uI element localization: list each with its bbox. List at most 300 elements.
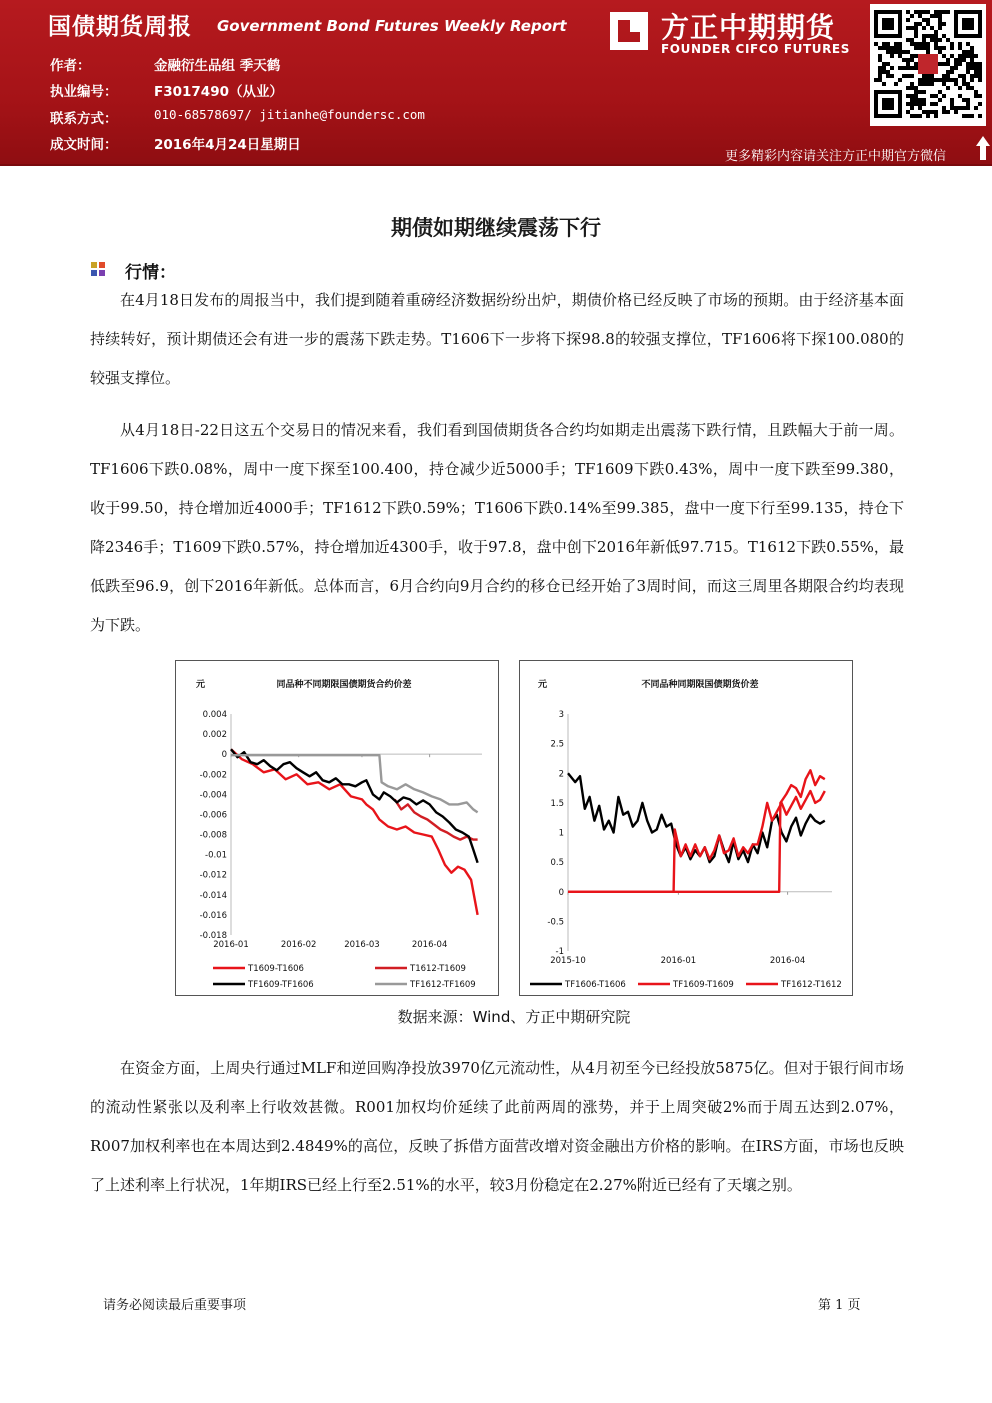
qr-module [926, 78, 930, 82]
report-title-en: Government Bond Futures Weekly Report [217, 17, 567, 35]
qr-module [882, 62, 886, 66]
qr-module [958, 74, 962, 78]
series-line [231, 749, 478, 863]
y-axis-unit: 元 [196, 680, 206, 690]
qr-module [882, 42, 886, 46]
footer-disclaimer: 请务必阅读最后重要事项 [103, 1298, 247, 1313]
y-tick-label: 2.5 [550, 739, 564, 750]
qr-module [942, 110, 946, 114]
qr-module [898, 42, 902, 46]
section-label: 行情： [125, 263, 176, 283]
qr-module [878, 70, 882, 74]
qr-module [978, 102, 982, 106]
qr-module [918, 42, 922, 46]
y-tick-label: 0 [558, 887, 564, 898]
qr-module [922, 102, 926, 106]
qr-module [946, 78, 950, 82]
qr-module [878, 54, 882, 58]
qr-module [934, 46, 938, 50]
qr-module [922, 110, 926, 114]
qr-module [946, 110, 950, 114]
qr-module [938, 14, 942, 18]
qr-module [918, 78, 922, 82]
qr-module [906, 102, 910, 106]
chart-title: 不同品种同期限国债期货价差 [641, 680, 759, 690]
qr-module [910, 26, 914, 30]
qr-module [934, 38, 938, 42]
page-number: 第 1 页 [818, 1298, 861, 1313]
qr-module [906, 110, 910, 114]
y-tick-label: -0.004 [199, 790, 227, 801]
qr-module [902, 66, 906, 70]
qr-module [962, 106, 966, 110]
qr-module [938, 98, 942, 102]
qr-module [926, 50, 930, 54]
qr-module [926, 10, 930, 14]
qr-module [918, 54, 938, 74]
qr-module [950, 70, 954, 74]
qr-module [938, 90, 942, 94]
paragraph: 在4月18日发布的周报当中，我们提到随着重磅经济数据纷纷出炉，期债价格已经反映了市场的预期。由于经济基本面持续转好，预计期债还会有进一步的震荡下跌走势。T1606下一步将下探98.8的较强支撑位，TF1606将下探100.080的较强支撑位。 [90, 291, 904, 387]
qr-module [934, 78, 938, 82]
meta-label: 作者： [50, 58, 91, 74]
legend-label: T1609-T1606 [248, 964, 304, 974]
figures [175, 660, 853, 996]
qr-module [966, 62, 970, 66]
qr-module [962, 54, 966, 58]
qr-module [934, 14, 938, 18]
qr-module [954, 82, 958, 86]
qr-module [886, 50, 890, 54]
qr-module [906, 58, 910, 62]
qr-module [918, 90, 922, 94]
qr-module [950, 78, 954, 82]
y-tick-label: 0 [221, 750, 227, 761]
article-title: 期债如期继续震荡下行 [391, 216, 601, 240]
qr-module [930, 14, 934, 18]
x-tick-label: 2016-03 [344, 940, 380, 950]
qr-module [922, 26, 926, 30]
y-tick-label: -0.014 [199, 890, 227, 901]
qr-module [942, 82, 946, 86]
qr-module [922, 82, 926, 86]
logo-text-cn: 方正中期期货 [661, 11, 836, 44]
qr-module [914, 90, 918, 94]
qr-module [914, 30, 918, 34]
qr-module [962, 58, 966, 62]
qr-module [902, 50, 906, 54]
qr-module [926, 74, 930, 78]
legend-label: TF1612-TF1609 [410, 980, 476, 990]
qr-module [966, 102, 970, 106]
qr-module [886, 62, 890, 66]
qr-module [974, 106, 978, 110]
qr-module [954, 106, 958, 110]
qr-module [958, 106, 962, 110]
qr-module [922, 10, 926, 14]
follow-wechat-text: 更多精彩内容请关注方正中期官方微信 [725, 149, 947, 164]
qr-module [930, 26, 934, 30]
qr-module [934, 102, 938, 106]
qr-module [930, 82, 934, 86]
qr-module [950, 46, 954, 50]
y-tick-label: 0.5 [550, 858, 564, 869]
qr-module [942, 54, 946, 58]
qr-module [910, 94, 914, 98]
qr-module [926, 46, 930, 50]
qr-module [954, 66, 958, 70]
qr-module [922, 90, 926, 94]
y-tick-label: -0.006 [199, 810, 227, 821]
qr-module [946, 70, 950, 74]
x-tick-label: 2016-04 [411, 940, 448, 950]
logo-text-en: FOUNDER CIFCO FUTURES [661, 42, 850, 56]
qr-module [946, 62, 950, 66]
qr-module [910, 38, 914, 42]
qr-module [906, 18, 910, 22]
qr-module [934, 110, 938, 114]
qr-module [894, 82, 898, 86]
qr-module [942, 22, 946, 26]
qr-module [910, 82, 914, 86]
qr-module [938, 46, 942, 50]
qr-module [966, 42, 970, 46]
qr-module [970, 46, 974, 50]
qr-module [930, 94, 934, 98]
meta-label: 联系方式： [50, 111, 118, 127]
qr-module [970, 54, 974, 58]
qr-module [898, 78, 902, 82]
y-tick-label: -0.018 [199, 931, 227, 941]
qr-module [966, 106, 970, 110]
qr-module [930, 34, 934, 38]
qr-module [934, 42, 938, 46]
qr-module [914, 102, 918, 106]
qr-module [886, 42, 890, 46]
y-tick-label: -0.008 [199, 830, 227, 841]
qr-module [946, 38, 950, 42]
qr-module [894, 50, 898, 54]
qr-module [914, 86, 918, 90]
qr-module [966, 114, 970, 118]
qr-module [954, 62, 958, 66]
qr-module [910, 58, 914, 62]
qr-module [926, 34, 930, 38]
qr-module [910, 102, 914, 106]
qr-module [910, 86, 914, 90]
qr-module [922, 42, 926, 46]
x-tick-label: 2016-01 [213, 940, 249, 950]
qr-module [966, 66, 970, 70]
qr-module [922, 46, 926, 50]
qr-module [938, 26, 942, 30]
qr-module [938, 22, 942, 26]
qr-module [894, 42, 898, 46]
qr-module [890, 50, 894, 54]
qr-module [946, 74, 950, 78]
qr-module [914, 10, 918, 14]
y-tick-label: -0.016 [199, 910, 227, 921]
qr-module [978, 62, 982, 66]
qr-module [914, 42, 918, 46]
qr-module [950, 102, 954, 106]
qr-module [922, 38, 926, 42]
qr-module [926, 114, 930, 118]
qr-module [918, 10, 922, 14]
qr-module [882, 46, 886, 50]
qr-module [906, 26, 910, 30]
qr-module [938, 62, 942, 66]
qr-module [938, 78, 942, 82]
qr-module [966, 82, 970, 86]
qr-module [962, 50, 966, 54]
qr-module [882, 70, 886, 74]
qr-module [878, 66, 882, 70]
qr-module [978, 78, 982, 82]
qr-module [918, 14, 922, 18]
qr-module [890, 66, 894, 70]
qr-module [878, 46, 882, 50]
report-title-cn: 国债期货周报 [48, 14, 192, 40]
series-line [231, 749, 478, 915]
qr-module [910, 106, 914, 110]
qr-module [974, 74, 978, 78]
qr-module [914, 46, 918, 50]
header-divider [0, 164, 992, 166]
qr-module [962, 74, 966, 78]
qr-module [966, 50, 970, 54]
qr-module [950, 98, 954, 102]
qr-module [918, 98, 922, 102]
qr-module [878, 78, 882, 82]
qr-module [930, 74, 934, 78]
x-tick-label: 2016-02 [280, 940, 317, 950]
qr-module [942, 94, 946, 98]
qr-module [918, 22, 922, 26]
y-tick-label: 0.004 [202, 710, 227, 720]
qr-module [942, 10, 946, 14]
qr-module [950, 42, 954, 46]
paragraph: 在资金方面，上周央行通过MLF和逆回购净投放3970亿元流动性，从4月初至今已经投放5875亿。但对于银行间市场的流动性紧张以及利率上行收效甚微。R001加权均价延续了此前两周的涨势，并于上周突破2%而于周五达到2.07%，R007加权利率也在本周达到2.4849%的高位，反映了拆借方面营改增对资金融出方价格的影响。在IRS方面，市场也反映了上述利率上行状况，1年期IRS已经上行至2.51%的水平，较3月份稳定在2.27%附近已经有了天壤之别。 [90, 1059, 904, 1194]
meta-label: 成文时间： [50, 137, 118, 153]
qr-module [974, 90, 978, 94]
qr-module [974, 66, 978, 70]
qr-module [918, 102, 922, 106]
qr-module [978, 94, 982, 98]
wechat-qr-code[interactable] [870, 4, 986, 126]
legend-label: T1612-T1609 [410, 964, 466, 974]
qr-module [882, 98, 894, 110]
y-tick-label: 2 [558, 769, 564, 780]
qr-module [962, 98, 966, 102]
qr-module [950, 106, 954, 110]
qr-module [938, 10, 942, 14]
x-tick-label: 2015-10 [550, 956, 586, 966]
qr-module [942, 62, 946, 66]
qr-module [902, 58, 906, 62]
qr-module [930, 110, 934, 114]
y-axis-unit: 元 [538, 680, 548, 690]
qr-module [906, 62, 910, 66]
qr-module [958, 86, 962, 90]
qr-module [926, 22, 930, 26]
qr-module [890, 54, 894, 58]
qr-module [914, 94, 918, 98]
meta-value: 2016年4月24日星期日 [154, 137, 301, 153]
qr-module [882, 18, 894, 30]
qr-module [914, 34, 918, 38]
qr-module [938, 18, 942, 22]
qr-module [914, 26, 918, 30]
qr-module [970, 86, 974, 90]
paragraph: 从4月18日-22日这五个交易日的情况来看，我们看到国债期货各合约均如期走出震荡下跌行情，且跌幅大于前一周。TF1606下跌0.08%，周中一度下探至100.400，持仓减少近5000手；TF1609下跌0.43%，周中一度下跌至99.380，收于99.50，持仓增加近4000手；TF1612下跌0.59%；T1606下跌0.14%至99.385，盘中一度下行至99.135，持仓下降2346手；T1609下跌0.57%，持仓增加近4300手，收于97.8，盘中创下2016年新低97.715。T1612下跌0.55%，最低跌至96.9，创下2016年新低。总体而言，6月合约向9月合约的移仓已经开始了3周时间，而这三周里各期限合约均表现为下跌。 [90, 421, 904, 634]
meta-value: 010-68578697/ jitianhe@foundersc.com [154, 107, 425, 122]
chart-title: 同品种不同期限国债期货合约价差 [276, 680, 412, 690]
y-tick-label: 1.5 [550, 798, 564, 809]
qr-module [958, 46, 962, 50]
y-tick-label: 0.002 [202, 730, 227, 741]
y-tick-label: -1 [555, 947, 564, 957]
qr-module [918, 106, 922, 110]
qr-module [974, 62, 978, 66]
qr-module [890, 46, 894, 50]
qr-module [942, 78, 946, 82]
qr-module [882, 66, 886, 70]
qr-module [978, 66, 982, 70]
qr-module [898, 66, 902, 70]
qr-module [886, 70, 890, 74]
qr-module [954, 78, 958, 82]
qr-module [914, 62, 918, 66]
qr-module [954, 110, 958, 114]
qr-module [930, 78, 934, 82]
qr-module [958, 58, 962, 62]
qr-module [942, 34, 946, 38]
qr-module [970, 74, 974, 78]
qr-module [918, 114, 922, 118]
qr-module [930, 102, 934, 106]
qr-module [934, 114, 938, 118]
logo-mark-icon [604, 6, 654, 56]
qr-module [922, 74, 926, 78]
qr-module [962, 82, 966, 86]
qr-module [914, 98, 918, 102]
qr-module [974, 94, 978, 98]
qr-module [962, 78, 966, 82]
qr-module [922, 34, 926, 38]
qr-module [910, 74, 914, 78]
qr-module [950, 66, 954, 70]
qr-module [886, 74, 890, 78]
qr-module [958, 62, 962, 66]
qr-module [942, 46, 946, 50]
qr-module [914, 66, 918, 70]
qr-module [898, 54, 902, 58]
qr-module [906, 10, 910, 14]
spread-chart-cross-product [519, 660, 853, 996]
qr-module [922, 18, 926, 22]
qr-module [910, 42, 914, 46]
qr-module [922, 78, 926, 82]
qr-module [958, 94, 962, 98]
qr-module [970, 114, 974, 118]
spread-chart-same-product [175, 660, 499, 996]
qr-module [874, 78, 878, 82]
qr-module [878, 58, 882, 62]
qr-module [914, 54, 918, 58]
qr-module [874, 42, 878, 46]
legend-label: TF1606-T1606 [565, 980, 626, 990]
qr-module [906, 94, 910, 98]
qr-module [946, 86, 950, 90]
qr-module [926, 42, 930, 46]
qr-module [970, 66, 974, 70]
y-tick-label: -0.012 [199, 870, 227, 881]
meta-label: 执业编号： [50, 84, 118, 100]
qr-module [978, 74, 982, 78]
qr-module [914, 114, 918, 118]
legend-label: TF1609-T1609 [673, 980, 734, 990]
qr-module [958, 54, 962, 58]
qr-module [914, 22, 918, 26]
qr-module [970, 62, 974, 66]
arrow-up-icon[interactable] [975, 135, 991, 161]
meta-value: F3017490（从业） [154, 84, 283, 100]
y-tick-label: -0.01 [205, 850, 227, 861]
qr-code-icon [874, 8, 982, 122]
source-note: 数据来源：Wind、方正中期研究院 [397, 1008, 631, 1026]
qr-module [910, 114, 914, 118]
qr-module [906, 86, 910, 90]
chart-svg [176, 661, 498, 995]
y-tick-label: 3 [558, 710, 564, 720]
qr-module [938, 50, 942, 54]
qr-module [910, 54, 914, 58]
qr-module [962, 114, 966, 118]
qr-module [894, 46, 898, 50]
report-header [0, 0, 992, 166]
bullet-icon [90, 261, 106, 277]
qr-module [966, 86, 970, 90]
qr-module [926, 18, 930, 22]
qr-module [910, 98, 914, 102]
qr-module [950, 54, 954, 58]
qr-module [966, 70, 970, 74]
qr-module [934, 10, 938, 14]
qr-module [974, 70, 978, 74]
qr-module [934, 94, 938, 98]
qr-module [906, 38, 910, 42]
qr-module [946, 58, 950, 62]
qr-module [886, 46, 890, 50]
qr-module [970, 50, 974, 54]
qr-module [978, 70, 982, 74]
series-line [568, 770, 825, 892]
qr-module [910, 66, 914, 70]
legend-label: TF1612-T1612 [781, 980, 842, 990]
company-logo[interactable] [604, 6, 860, 60]
y-tick-label: -0.5 [547, 917, 564, 928]
qr-module [890, 74, 894, 78]
qr-module [922, 98, 926, 102]
qr-module [966, 54, 970, 58]
qr-module [910, 14, 914, 18]
qr-module [942, 106, 946, 110]
qr-module [906, 74, 910, 78]
qr-module [926, 82, 930, 86]
qr-module [946, 10, 950, 14]
qr-module [934, 30, 938, 34]
